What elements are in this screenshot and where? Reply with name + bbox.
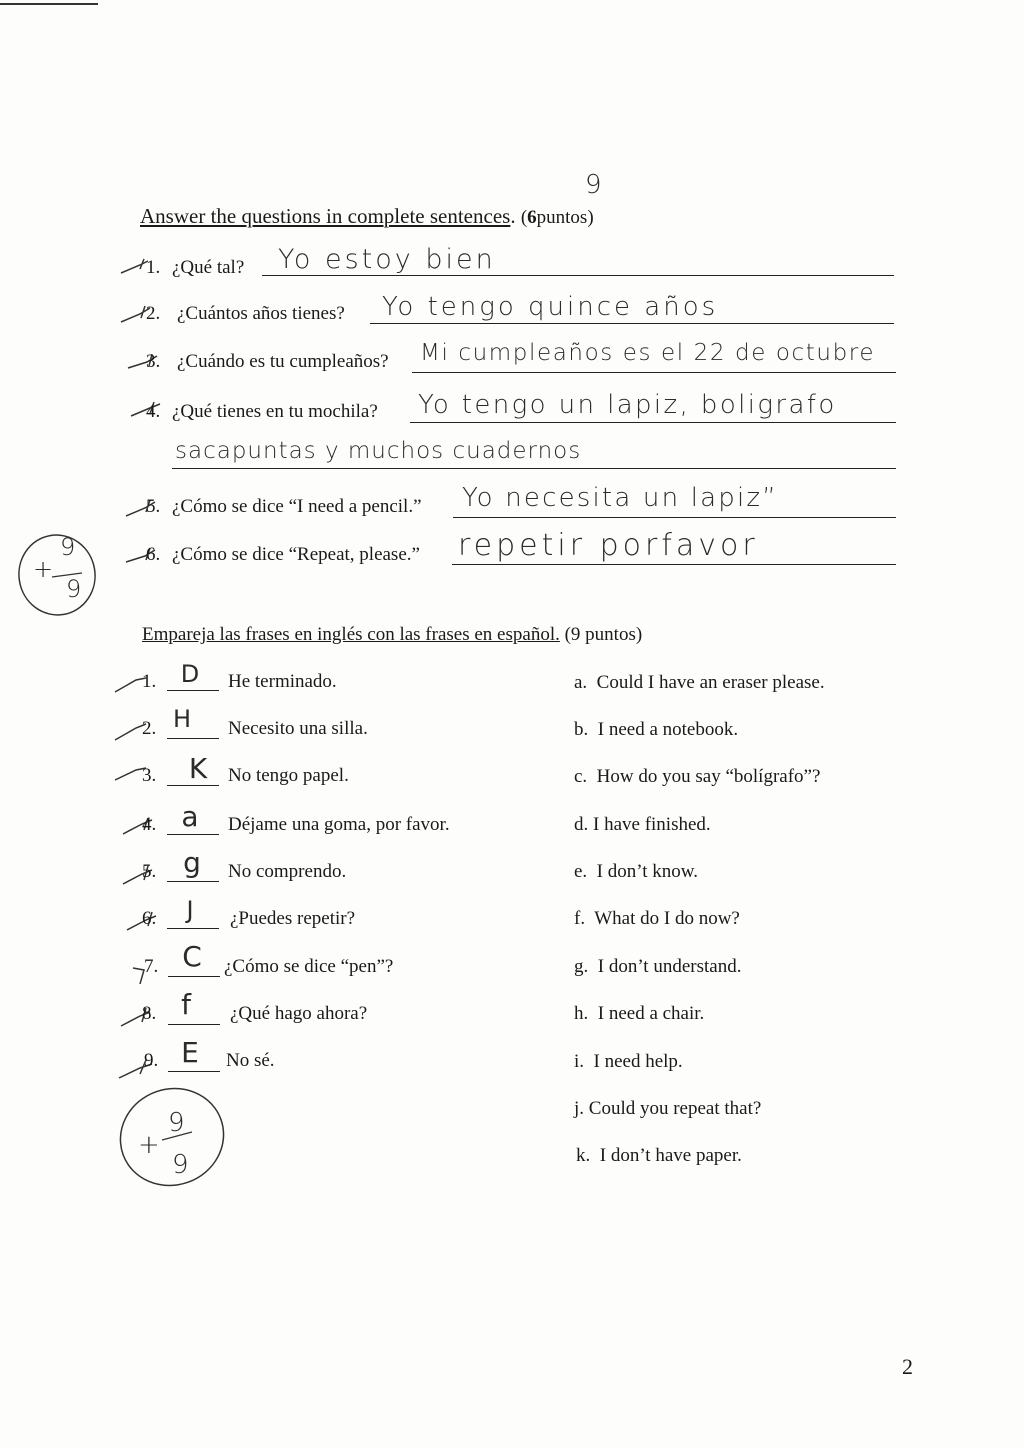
answer-blank [167, 928, 219, 929]
answer-blank [168, 1024, 220, 1025]
option-item: c. How do you say “bolígrafo”? [574, 766, 821, 787]
spanish-phrase: Necesito una silla. [228, 718, 368, 739]
answer-line [172, 468, 896, 469]
answer-blank [167, 690, 219, 691]
spanish-phrase: No sé. [226, 1050, 275, 1071]
item-number: 5. [142, 861, 157, 882]
answer-blank [167, 785, 219, 786]
item-number: 9. [144, 1050, 159, 1071]
option-item: j. Could you repeat that? [574, 1098, 762, 1119]
score-numerator: 9 [60, 533, 79, 561]
spanish-phrase: ¿Puedes repetir? [230, 908, 356, 929]
answer-line [370, 323, 894, 324]
handwritten-answer: Mi cumpleaños es el 22 de octubre [420, 340, 876, 366]
score-plus: + [138, 1130, 163, 1160]
question-prompt: ¿Qué tienes en tu mochila? [172, 401, 378, 422]
option-item: a. Could I have an eraser please. [574, 672, 825, 693]
option-item: d. I have finished. [574, 814, 711, 835]
answer-blank [167, 834, 219, 835]
handwritten-letter: g [183, 846, 201, 879]
spanish-phrase: ¿Cómo se dice “pen”? [224, 956, 394, 977]
handwritten-answer: repetir porfavor [458, 528, 759, 563]
option-item: f. What do I do now? [574, 908, 740, 929]
question-number: 1. [146, 257, 161, 278]
answer-line [452, 564, 896, 565]
option-item: h. I need a chair. [574, 1003, 705, 1024]
handwritten-letter: C [182, 940, 202, 973]
question-prompt: ¿Cuántos años tienes? [177, 303, 345, 324]
scan-edge-line [0, 3, 98, 5]
handwritten-answer: Yo necesita un lapiz” [462, 483, 778, 513]
points-digit: 6 [527, 207, 537, 228]
handwritten-letter: J [186, 896, 194, 924]
section1-title [140, 204, 594, 229]
section2-title-text: Empareja las frases en inglés con las frases en español. [142, 624, 560, 645]
option-item: b. I need a notebook. [574, 719, 739, 740]
score-denominator: 9 [172, 1150, 192, 1180]
question-prompt: ¿Cuándo es tu cumpleaños? [177, 351, 389, 372]
score-circle-icon [12, 530, 102, 620]
section1-title-period: . [510, 204, 516, 228]
page-number: 2 [902, 1354, 913, 1379]
answer-line [453, 517, 896, 518]
question-prompt: ¿Qué tal? [172, 257, 245, 278]
option-item: g. I don’t understand. [574, 956, 742, 977]
handwritten-letter: f [181, 988, 191, 1021]
handwritten-letter: K [188, 752, 208, 785]
score-numerator: 9 [168, 1108, 188, 1138]
handwritten-answer: Yo tengo quince años [382, 292, 719, 322]
section2-title [142, 624, 642, 646]
section1-points [521, 207, 594, 228]
option-item: i. I need help. [574, 1051, 683, 1072]
question-number: 6. [146, 544, 161, 565]
handwritten-score-mark: 9 [585, 170, 605, 200]
answer-line [410, 422, 896, 423]
question-number: 4. [146, 401, 161, 422]
item-number: 8. [142, 1003, 157, 1024]
item-number: 1. [142, 671, 157, 692]
points-word: puntos) [536, 207, 594, 228]
option-item: k. I don’t have paper. [576, 1145, 742, 1166]
section2-points: (9 puntos) [564, 624, 643, 645]
points-open: ( [520, 207, 528, 228]
option-item: e. I don’t know. [574, 861, 699, 882]
answer-blank [168, 976, 220, 977]
answer-blank [167, 881, 219, 882]
question-number: 3. [146, 351, 161, 372]
item-number: 7. [144, 956, 159, 977]
question-prompt: ¿Cómo se dice “I need a pencil.” [172, 496, 422, 517]
handwritten-answer: Yo estoy bien [278, 244, 496, 275]
spanish-phrase: ¿Qué hago ahora? [230, 1003, 368, 1024]
answer-line [262, 275, 894, 276]
handwritten-letter: H [172, 705, 192, 733]
answer-line [412, 372, 896, 373]
spanish-phrase: Déjame una goma, por favor. [228, 814, 450, 835]
item-number: 3. [142, 765, 157, 786]
answer-blank [167, 738, 219, 739]
handwritten-letter: E [181, 1036, 199, 1069]
spanish-phrase: No tengo papel. [228, 765, 349, 786]
item-number: 4. [142, 814, 157, 835]
handwritten-answer: Yo tengo un lapiz, boligrafo [418, 390, 837, 420]
spanish-phrase: No comprendo. [228, 861, 347, 882]
answer-blank [168, 1071, 220, 1072]
score-denominator: 9 [66, 575, 85, 603]
handwritten-letter: a [181, 800, 199, 833]
question-number: 5. [146, 496, 161, 517]
question-prompt: ¿Cómo se dice “Repeat, please.” [172, 544, 420, 565]
handwritten-letter: D [180, 660, 200, 688]
item-number: 2. [142, 718, 157, 739]
item-number: 6. [142, 908, 157, 929]
question-number: 2. [146, 303, 161, 324]
handwritten-answer-line2: sacapuntas y muchos cuadernos [175, 438, 582, 464]
section1-title-text: Answer the questions in complete sentences [140, 204, 511, 228]
spanish-phrase: He terminado. [228, 671, 337, 692]
score-plus: + [33, 555, 57, 583]
